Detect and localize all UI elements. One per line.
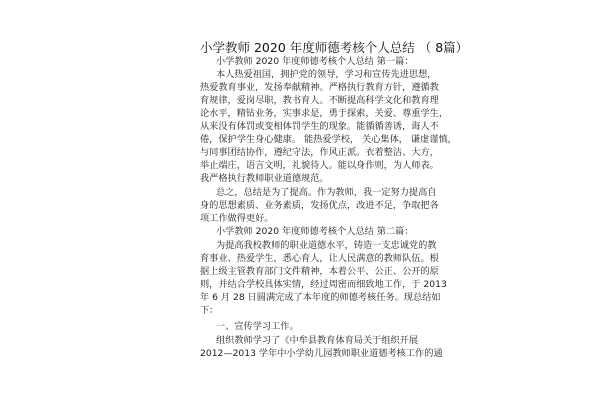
body-line: 与同事团结协作，遵纪守法，作风正派。衣着整洁、大方， <box>200 147 439 158</box>
body-line: 育事业、热爱学生，悉心育人，让人民满意的教师队伍。根 <box>200 253 439 264</box>
body-line: 我严格执行教师职业道德规范。 <box>200 173 329 184</box>
document-title: 小学教师 2020 年度师德考核个人总结 （ 8篇） <box>200 40 469 55</box>
body-line: 从来没有体罚或变相体罚学生的现象。能循循善诱，诲人不 <box>200 121 439 132</box>
body-line: 论水平，精钻业务，实事求是，勇于探索，关爱、尊重学生， <box>200 108 449 119</box>
body-line: 项工作做得更好。 <box>200 213 274 224</box>
body-line: 总之，总结是为了提高。作为教师，我一定努力提高自 <box>216 187 437 198</box>
body-line: 年 6 月 28 日圆满完成了本年度的师德考核任务。现总结如 <box>200 292 441 303</box>
body-line: 下： <box>200 305 219 316</box>
body-line: 一、宣传学习工作。 <box>216 321 299 332</box>
body-line: 据上级主管教育部门文件精神，本着公平、公正、公开的原 <box>200 266 439 277</box>
body-line: 热爱教育事业，发扬奉献精神。严格执行教育方针，遵循教 <box>200 82 439 93</box>
body-line: 本人热爱祖国，拥护党的领导，学习和宣传先进思想， <box>216 69 437 80</box>
body-line: 身的思想素质、业务素质，发扬优点，改进不足，争取把各 <box>200 200 439 211</box>
body-line: 2012—2013 学年中小学幼儿园教师职业道德考核工作的通 <box>200 348 443 359</box>
body-line: 为提高我校教师的职业道德水平，铸造一支忠诚党的教 <box>216 240 437 251</box>
body-line: 小学教师 2020 年度师德考核个人总结 第二篇： <box>216 226 414 237</box>
body-line: 倦，保护学生身心健康。 能热爱学校， 关心集体， 谦虚谨慎， <box>200 134 457 145</box>
body-line: 则，并结合学校具体实情，经过周密而细致地工作，于 2013 <box>200 279 447 290</box>
body-line: 育规律，爱岗尽职，教书育人。不断提高科学文化和教育理 <box>200 95 439 106</box>
body-line: 组织教师学习了《中牟县教育体育局关于组织开展 <box>216 335 419 346</box>
body-line: 举止端庄，语言文明，礼貌待人。能以身作则，为人师表。 <box>200 160 439 171</box>
body-line: 小学教师 2020 年度师德考核个人总结 第一篇： <box>216 56 414 67</box>
